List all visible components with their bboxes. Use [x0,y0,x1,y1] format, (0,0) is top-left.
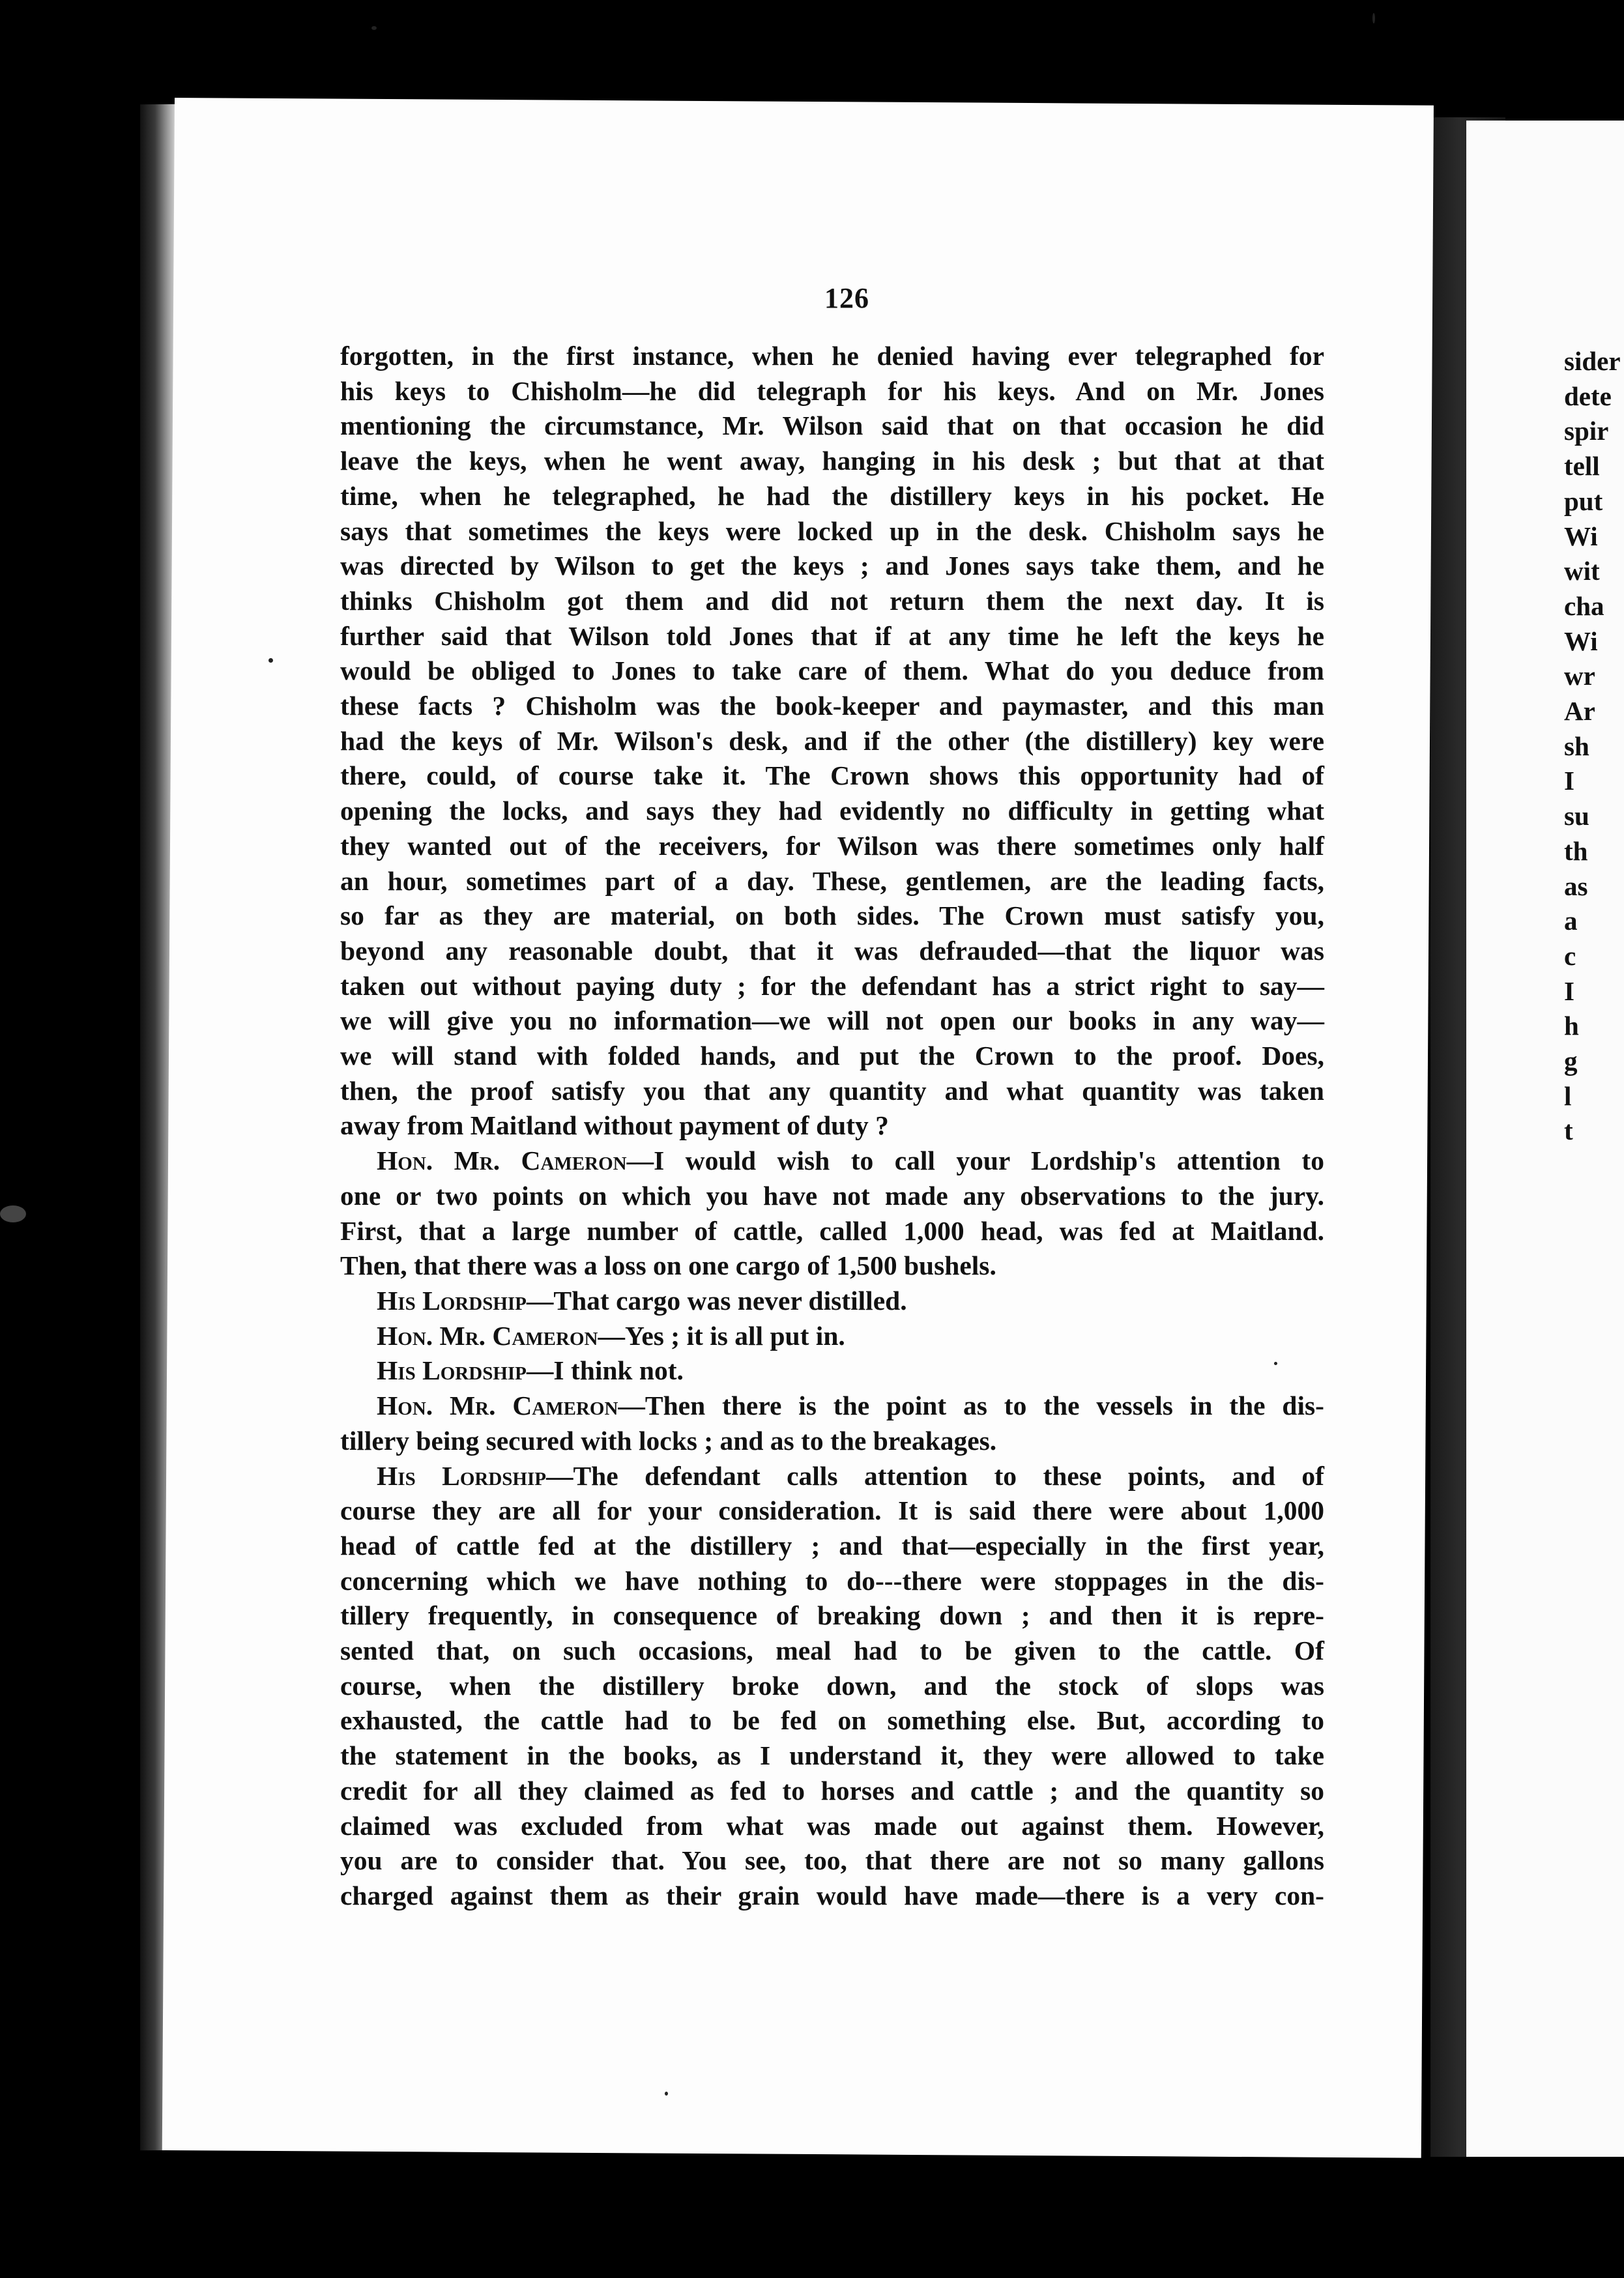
text-line [340,1248,1324,1284]
facing-page-fragment: as [1564,871,1588,901]
facing-page-fragment: c [1564,940,1576,971]
speaker-name: His Lordship [377,1460,546,1491]
line-text: sented that, on such occasions, meal had to be given to the cattle. Of [340,1636,1324,1666]
text-line [340,1774,1324,1809]
text-line [340,514,1324,549]
text-line [340,479,1324,514]
line-text: mentioning the circumstance, Mr. Wilson said that on that occasion he did [340,411,1324,441]
scan-speck [0,1205,26,1222]
text-line [340,934,1324,969]
text-line [340,1809,1324,1844]
line-text: —Then there is the point as to the vessels in the dis- [618,1391,1324,1421]
text-line [340,969,1324,1004]
text-line [340,1074,1324,1109]
facing-page-fragment: I [1564,975,1574,1006]
line-text: they wanted out of the receivers, for Wilson was there sometimes only half [340,830,1324,861]
speaker-name: Hon. Mr. Cameron [377,1146,627,1176]
line-text: head of cattle fed at the distillery ; and that—especially in the first year, [340,1530,1324,1561]
facing-page-fragment: l [1564,1080,1572,1111]
line-text: one or two points on which you have not made any observations to the jury. [340,1180,1324,1211]
text-line [340,374,1324,409]
line-text: —I think not. [526,1355,684,1386]
facing-page-fragment: t [1564,1116,1573,1146]
line-text: would be obliged to Jones to take care of them. What do you deduce from [340,656,1324,686]
line-text: there, could, of course take it. The Crown shows this opportunity had of [340,760,1324,791]
scan-speck [268,658,273,663]
line-text: course they are all for your consideration. It is said there were about 1,000 [340,1495,1324,1526]
line-text: forgotten, in the first instance, when he denied having ever telegraphed for [340,341,1324,371]
line-text: so far as they are material, on both sides. The Crown must satisfy you, [340,901,1324,931]
text-line [340,724,1324,759]
line-text: taken out without paying duty ; for the defendant has a strict right to say— [340,970,1324,1001]
line-text: —I would wish to call your Lordship's attention to [626,1146,1325,1176]
line-text: opening the locks, and says they had evidently no difficulty in getting what [340,796,1324,826]
line-text: his keys to Chisholm—he did telegraph for his keys. And on Mr. Jones [340,375,1324,406]
facing-page-fragment: I [1564,766,1574,796]
line-text: time, when he telegraphed, he had the distillery keys in his pocket. He [340,480,1324,511]
facing-page-text-fragments [1564,344,1624,1149]
line-text: —Yes ; it is all put in. [598,1320,845,1351]
text-line [340,1424,1324,1459]
speaker-name: Hon. Mr. Cameron [377,1320,598,1351]
facing-page-fragment: th [1564,835,1588,866]
facing-page-fragment: put [1564,485,1603,516]
facing-page-fragment: wit [1564,556,1600,586]
scan-speck [1274,1362,1277,1365]
text-line [340,1738,1324,1774]
text-line [340,1284,1324,1319]
line-text: had the keys of Mr. Wilson's desk, and if the other (the distillery) key were [340,725,1324,756]
scan-speck [665,2092,668,2096]
line-text: credit for all they claimed as fed to horses and cattle ; and the quantity so [340,1775,1324,1806]
facing-page-fragment: cha [1564,590,1604,621]
line-text: then, the proof satisfy you that any quantity and what quantity was taken [340,1075,1324,1106]
line-text: an hour, sometimes part of a day. These, gentlemen, are the leading facts, [340,865,1324,896]
text-line [340,1003,1324,1039]
line-text: leave the keys, when he went away, hanging in his desk ; but that at that [340,446,1324,476]
line-text: was directed by Wilson to get the keys ; and Jones says take them, and he [340,551,1324,581]
text-line [340,1039,1324,1074]
text-line [340,549,1324,584]
line-text: course, when the distillery broke down, and the stock of slops was [340,1670,1324,1701]
facing-page-fragment: tell [1564,451,1600,482]
line-text: you are to consider that. You see, too, that there are not so many gallons [340,1845,1324,1876]
facing-page-fragment: dete [1564,381,1612,411]
scan-speck [371,26,377,30]
speaker-name: His Lordship [377,1355,527,1386]
facing-page-fragment: h [1564,1011,1579,1041]
line-text: away from Maitland without payment of duty ? [340,1110,889,1141]
text-line [340,1389,1324,1424]
facing-page-fragment: Ar [1564,696,1595,727]
line-text: Then, that there was a loss on one cargo of 1,500 bushels. [340,1250,996,1281]
facing-page-fragment: wr [1564,661,1595,691]
line-text: says that sometimes the keys were locked up in the desk. Chisholm says he [340,515,1324,546]
text-line [340,1144,1324,1179]
line-text: concerning which we have nothing to do---there were stoppages in the dis- [340,1565,1324,1596]
text-line [340,1353,1324,1389]
scan-speck [1372,13,1375,23]
text-line [340,1179,1324,1214]
line-text: claimed was excluded from what was made out against them. However, [340,1810,1324,1841]
text-line [340,1598,1324,1634]
line-text: —That cargo was never distilled. [526,1285,907,1316]
text-line [340,758,1324,794]
text-line [340,1493,1324,1529]
line-text: tillery being secured with locks ; and as to the breakages. [340,1425,997,1456]
text-line [340,1319,1324,1354]
text-line [340,619,1324,654]
speaker-name: His Lordship [377,1285,527,1316]
text-line [340,654,1324,689]
facing-page-fragment: spir [1564,416,1609,446]
text-line [340,1843,1324,1879]
text-line [340,1529,1324,1564]
speaker-name: Hon. Mr. Cameron [377,1391,618,1421]
page-number: 126 [824,282,869,314]
text-line [340,339,1324,374]
text-line [340,1564,1324,1599]
text-line [340,864,1324,899]
line-text: charged against them as their grain would have made—there is a very con- [340,1880,1324,1910]
text-line [340,1459,1324,1494]
line-text: thinks Chisholm got them and did not return them the next day. It is [340,585,1324,616]
facing-page-fragment: Wi [1564,521,1598,551]
text-line [340,1879,1324,1914]
line-text: the statement in the books, as I understand it, they were allowed to take [340,1740,1324,1771]
facing-page-fragment: g [1564,1046,1578,1076]
line-text: beyond any reasonable doubt, that it was defrauded—that the liquor was [340,935,1324,966]
facing-page-fragment: sh [1564,730,1589,761]
line-text: further said that Wilson told Jones that if at any time he left the keys he [340,620,1324,651]
line-text: —The defendant calls attention to these points, and of [545,1460,1324,1491]
line-text: tillery frequently, in consequence of breaking down ; and then it is repre- [340,1600,1324,1631]
line-text: we will give you no information—we will not open our books in any way— [340,1005,1324,1036]
text-line [340,1108,1324,1144]
facing-page-fragment: a [1564,906,1578,936]
text-line [340,794,1324,829]
text-line [340,1703,1324,1738]
line-text: these facts ? Chisholm was the book-keeper and paymaster, and this man [340,691,1324,721]
facing-page-fragment: su [1564,801,1589,831]
text-line [340,1214,1324,1249]
text-line [340,409,1324,444]
line-text: we will stand with folded hands, and put the Crown to the proof. Does, [340,1041,1324,1071]
text-line [340,1634,1324,1669]
line-text: exhausted, the cattle had to be fed on something else. But, according to [340,1705,1324,1736]
text-line [340,899,1324,934]
text-line [340,829,1324,864]
text-line [340,1669,1324,1704]
text-line [340,444,1324,479]
line-text: First, that a large number of cattle, called 1,000 head, was fed at Maitland. [340,1215,1324,1246]
page-body-text [340,339,1324,1914]
text-line [340,584,1324,619]
facing-page-fragment: Wi [1564,626,1598,656]
facing-page-fragment: sider [1564,346,1621,376]
text-line [340,689,1324,724]
